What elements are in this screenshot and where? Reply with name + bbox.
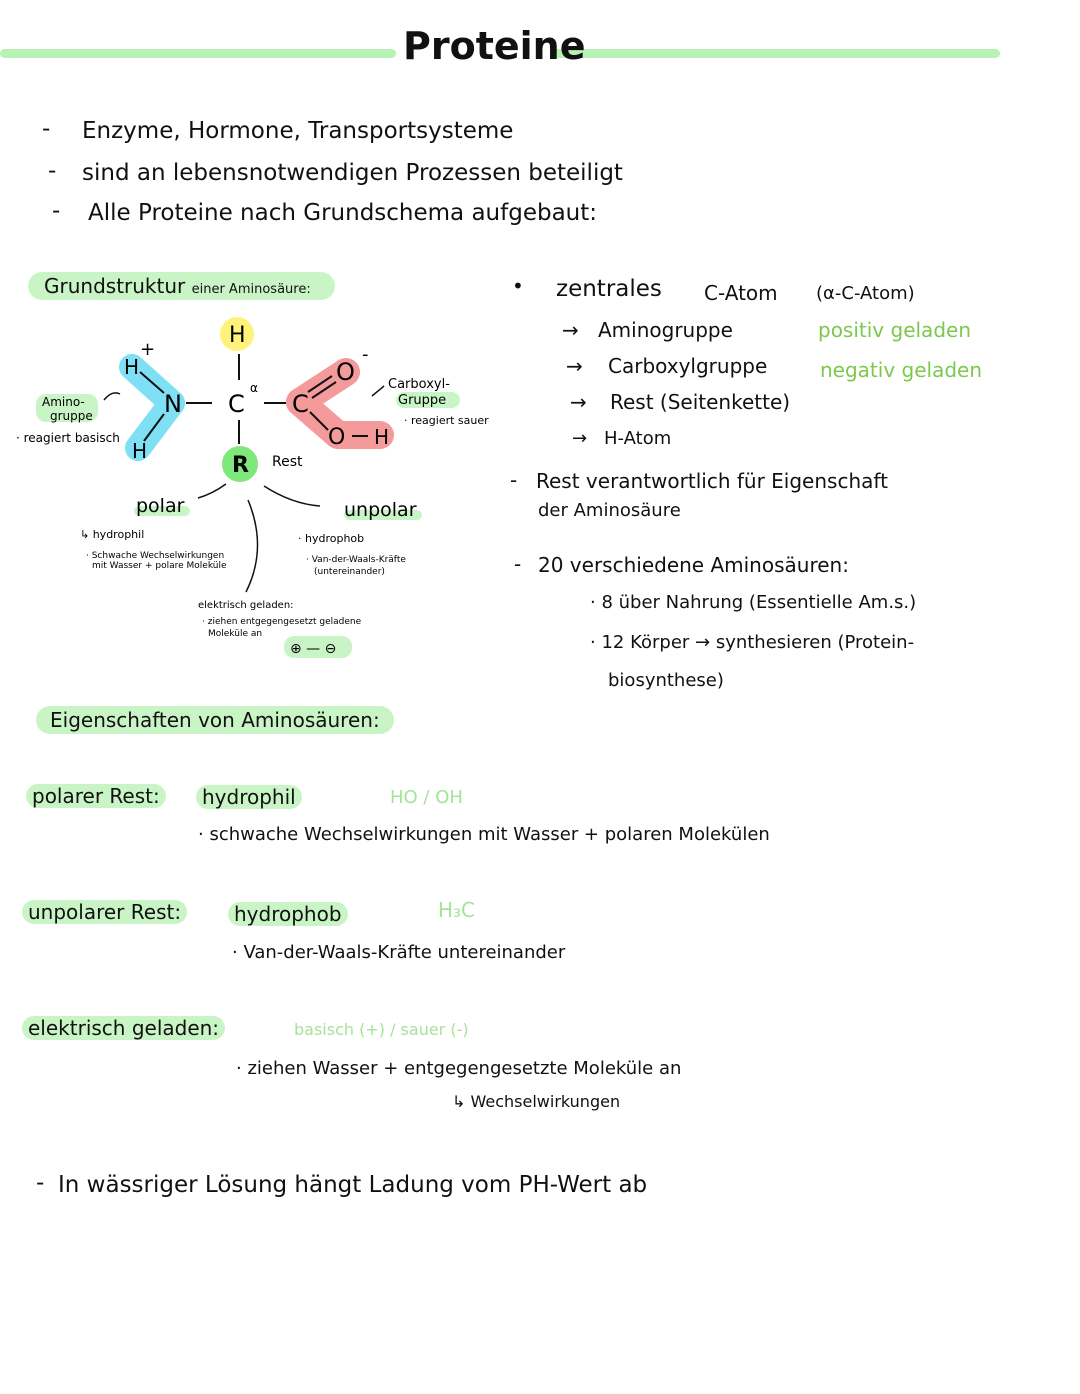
unpolar-label: unpolar [344,499,417,521]
arrow-polar [198,484,226,498]
charged-rest-sub: ↳ Wechselwirkungen [452,1092,621,1111]
charged-rest-label [22,1016,225,1040]
unpolar-rest-label [22,900,187,924]
unpolar-rest-label-text: unpolarer Rest: [22,900,187,924]
item-note-2: negativ geladen [820,358,983,382]
minus-charge: - [362,344,369,365]
charged-note-1: · ziehen entgegengesetzt geladene [202,617,362,627]
polar-label: polar [136,495,185,517]
unpolar-note-2: (untereinander) [314,567,385,577]
unpolar-rest-value: hydrophob [228,902,348,926]
charged-label: elektrisch geladen: [198,600,294,611]
intro-dash-1: - [42,116,51,142]
item-arrow-2: → [566,354,583,378]
essential-line: · 8 über Nahrung (Essentielle Am.s.) [590,592,917,613]
item-arrow-4: → [572,428,588,449]
item-text-4: H-Atom [604,428,672,449]
arrow-charged [246,500,258,592]
carboxyl-note: · reagiert sauer [404,414,489,427]
grundstruktur-suffix: einer Aminosäure: [191,282,311,297]
polar-rest-label [26,784,166,808]
rest-dash: - [510,468,518,492]
atom-n: N [164,390,182,418]
atom-c-alpha: C [228,390,245,418]
atom-h-top: H [229,323,246,348]
amino-acid-diagram [0,300,520,670]
intro-line-1: Enzyme, Hormone, Transportsysteme [82,118,514,144]
amino-arrow [104,393,120,400]
unpolar-rest-note: · Van-der-Waals-Kräfte untereinander [232,942,566,963]
arrow-unpolar [264,486,320,506]
anzahl-line: 20 verschiedene Aminosäuren: [538,553,849,577]
alpha-symbol: α [250,381,258,395]
intro-line-3: Alle Proteine nach Grundschema aufgebaut: [88,200,598,226]
intro-dash-2: - [48,158,57,184]
polar-rest-formula: HO / OH [390,787,463,808]
rest-line-1: Rest verantwortlich für Eigenschaft [536,469,888,493]
item-arrow-1: → [562,318,579,342]
alpha-c-atom: (α-C-Atom) [816,283,915,304]
charged-rest-value: basisch (+) / sauer (-) [294,1020,469,1039]
intro-line-2: sind an lebensnotwendigen Prozessen beteiligt [82,160,623,186]
atom-r: R [232,453,249,478]
item-text-1: Aminogruppe [598,318,733,342]
atom-h-1: H [124,355,140,379]
synth-line-1: · 12 Körper → synthesieren (Protein- [590,632,915,653]
eigenschaften-heading: Eigenschaften von Aminosäuren: [36,706,394,734]
polar-rest-label-text: polarer Rest: [26,784,166,808]
atom-h-oh: H [374,425,390,449]
atom-o-double: O [336,358,355,386]
intro-dash-3: - [52,198,61,224]
atom-h-2: H [132,439,148,463]
title-rule-left [0,49,396,58]
amino-label-2: gruppe [50,409,93,423]
c-atom-word: C-Atom [704,281,778,305]
unpolar-rest-formula: H₃C [438,898,476,922]
polar-rest-value: hydrophil [196,785,302,809]
plus-charge: + [140,339,156,360]
atom-c-carboxyl: C [292,390,309,418]
rest-label: Rest [272,454,303,470]
final-dash: - [36,1170,45,1196]
synth-line-2: biosynthese) [608,670,724,691]
page-title: Proteine [403,24,586,68]
atom-o-single: O [328,425,346,450]
grundstruktur-word: Grundstruktur [44,274,186,298]
title-rule-right [552,49,1000,58]
polar-sub: ↳ hydrophil [80,528,145,541]
polar-note-1: · Schwache Wechselwirkungen [86,551,225,561]
item-text-2: Carboxylgruppe [608,354,768,378]
amino-label-1: Amino- [42,395,85,409]
anzahl-dash: - [514,552,522,576]
rest-line-2: der Aminosäure [538,500,681,521]
polar-note-2: mit Wasser + polare Moleküle [92,561,227,571]
unpolar-sub: · hydrophob [298,532,365,545]
carboxyl-label-1: Carboxyl- [388,377,450,392]
item-note-1: positiv geladen [818,318,971,342]
charged-rest-note: · ziehen Wasser + entgegengesetzte Moleküle an [236,1058,682,1079]
carboxyl-label-2: Gruppe [398,393,447,408]
charged-symbols: ⊕ — ⊖ [290,641,337,657]
right-dot: • [512,274,524,298]
amino-note: · reagiert basisch [16,431,120,445]
charged-rest-label-text: elektrisch geladen: [22,1016,225,1040]
item-arrow-3: → [570,390,587,414]
unpolar-note-1: · Van-der-Waals-Kräfte [306,555,406,565]
zentral-word: zentrales [556,276,662,302]
carboxyl-arrow [372,386,384,396]
grundstruktur-heading [28,272,335,300]
final-line: In wässriger Lösung hängt Ladung vom PH-Wert ab [58,1172,648,1198]
charged-note-2: Moleküle an [208,629,263,639]
item-text-3: Rest (Seitenkette) [610,390,791,414]
polar-rest-note: · schwache Wechselwirkungen mit Wasser + polaren Molekülen [198,824,770,845]
